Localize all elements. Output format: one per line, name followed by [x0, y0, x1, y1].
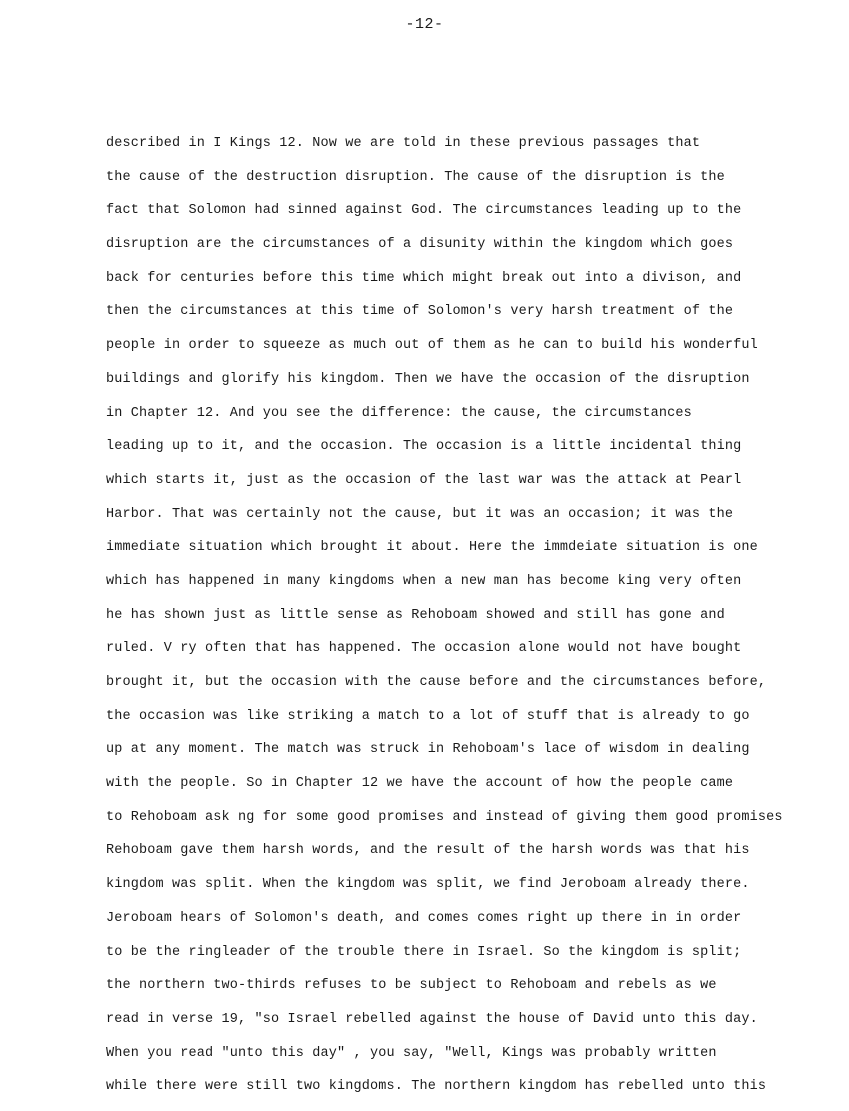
- text-line: the occasion was like striking a match to a lot of stuff that is already to go: [106, 708, 750, 724]
- text-line: described in I Kings 12. Now we are told in these previous passages that: [106, 136, 701, 151]
- text-line: with the people. So in Chapter 12 we have the account of how the people came: [106, 776, 734, 792]
- text-line: which starts it, just as the occasion of the last war was the attack at Pearl: [106, 472, 742, 488]
- body-text: [106, 134, 783, 1111]
- text-line: immediate situation which brought it about. Here the immdeiate situation is one: [106, 540, 758, 556]
- text-line: Jeroboam hears of Solomon's death, and comes comes right up there in in order: [106, 910, 742, 926]
- text-line: back for centuries before this time which might break out into a divison, and: [106, 270, 742, 286]
- text-line: Rehoboam gave them harsh words, and the result of the harsh words was that his: [106, 843, 750, 859]
- text-line: When you read "unto this day" , you say, "Well, Kings was probably written: [106, 1045, 717, 1061]
- text-line: up at any moment. The match was struck in Rehoboam's lace of wisdom in dealing: [106, 742, 750, 758]
- text-line: then the circumstances at this time of Solomon's very harsh treatment of the: [106, 304, 734, 320]
- text-line: which has happened in many kingdoms when a new man has become king very often: [106, 573, 742, 589]
- text-line: while there were still two kingdoms. The northern kingdom has rebelled unto this: [106, 1079, 767, 1095]
- text-line: disruption are the circumstances of a disunity within the kingdom which goes: [106, 237, 734, 253]
- text-line: read in verse 19, "so Israel rebelled against the house of David unto this day.: [106, 1011, 758, 1027]
- text-line: Harbor. That was certainly not the cause, but it was an occasion; it was the: [106, 506, 734, 522]
- text-line: people in order to squeeze as much out of them as he can to build his wonderful: [106, 338, 758, 354]
- text-line: the northern two-thirds refuses to be subject to Rehoboam and rebels as we: [106, 978, 717, 994]
- text-line: the cause of the destruction disruption. The cause of the disruption is the: [106, 169, 725, 185]
- text-line: fact that Solomon had sinned against God. The circumstances leading up to the: [106, 203, 742, 219]
- text-line: he has shown just as little sense as Rehoboam showed and still has gone and: [106, 607, 725, 623]
- text-line: to be the ringleader of the trouble there in Israel. So the kingdom is split;: [106, 944, 742, 960]
- text-line: leading up to it, and the occasion. The occasion is a little incidental thing: [106, 439, 742, 455]
- page-number: -12-: [405, 16, 444, 33]
- text-line: in Chapter 12. And you see the difference: the cause, the circumstances: [106, 405, 692, 421]
- text-line: brought it, but the occasion with the cause before and the circumstances before,: [106, 675, 767, 690]
- text-line: to Rehoboam ask ng for some good promises and instead of giving them good promises: [106, 809, 783, 825]
- text-line: kingdom was split. When the kingdom was split, we find Jeroboam already there.: [106, 877, 750, 893]
- text-line: buildings and glorify his kingdom. Then we have the occasion of the disruption: [106, 371, 750, 387]
- text-line: ruled. V ry often that has happened. The occasion alone would not have bought: [106, 641, 742, 657]
